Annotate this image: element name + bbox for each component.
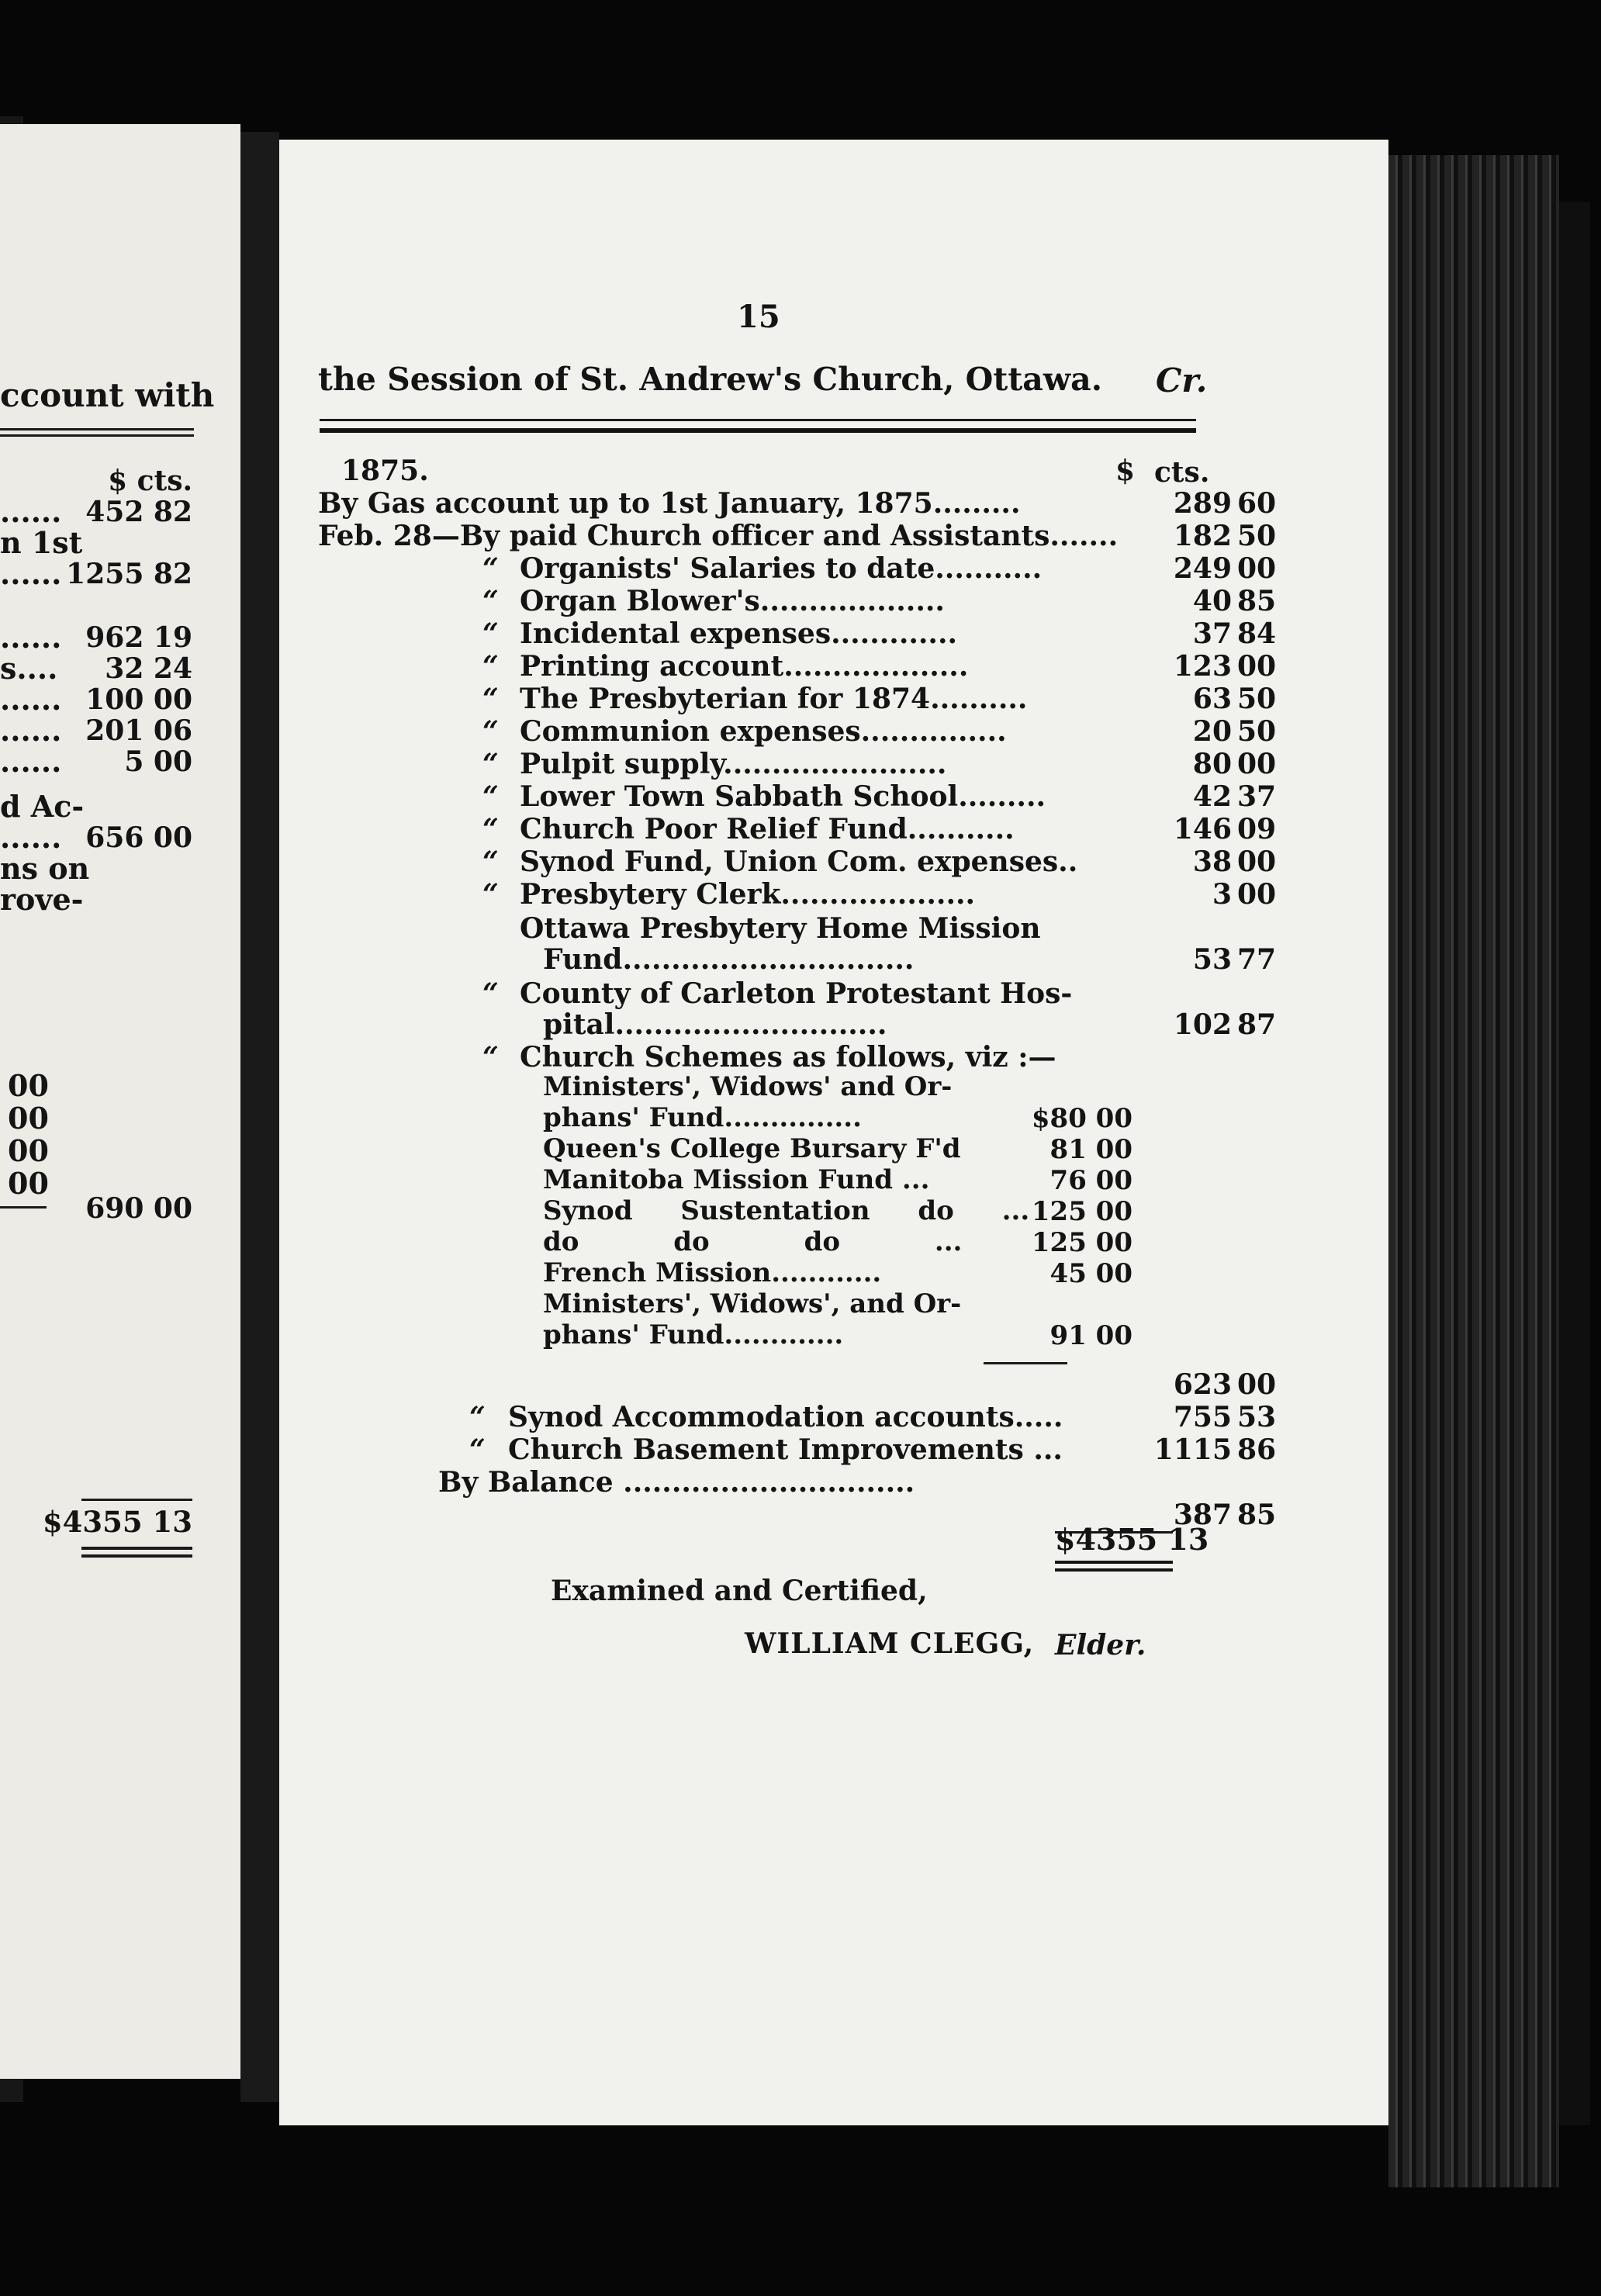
ledger-row: [279, 912, 1388, 943]
ditto-mark: “: [482, 617, 499, 650]
entry-dollars: 182: [1173, 520, 1232, 552]
left-line-amount: 656 00: [85, 821, 192, 854]
ditto-mark: “: [482, 780, 499, 813]
entry-dollars: 40: [1192, 585, 1232, 617]
schemes-subtotal-rule: [984, 1362, 1067, 1364]
entry-dollars: 289: [1173, 487, 1232, 520]
entry-description: Church Basement Improvements ...: [508, 1433, 1063, 1466]
credit-label: Cr.: [1156, 361, 1208, 399]
left-line-text: ......: [0, 556, 62, 591]
entry-description: County of Carleton Protestant Hos-: [520, 977, 1073, 1010]
ledger-row: [279, 715, 1388, 746]
left-page-rule: [0, 434, 194, 437]
left-line-amount: 1255 82: [66, 558, 192, 590]
entry-description: By Gas account up to 1st January, 1875.........: [318, 487, 1021, 520]
entry-cents: 00: [1237, 552, 1277, 585]
scheme-amount: 45 00: [1049, 1258, 1132, 1289]
left-total-double-rule: [81, 1554, 192, 1558]
entry-cents: 50: [1237, 715, 1277, 748]
scheme-item: Queen's College Bursary F'd: [543, 1133, 961, 1164]
entry-cents: 86: [1237, 1433, 1277, 1466]
ledger-row: [279, 683, 1388, 714]
entry-description: Printing account...................: [520, 650, 969, 683]
entry-cents: 77: [1237, 943, 1277, 976]
scheme-amount: 125 00: [1031, 1227, 1132, 1258]
book-gutter: [240, 132, 279, 2102]
entry-cents: 84: [1237, 617, 1277, 650]
ditto-mark: “: [482, 878, 499, 911]
ditto-mark: “: [482, 813, 499, 845]
examined-certified-note: Examined and Certified,: [551, 1575, 928, 1607]
ditto-mark: “: [482, 1041, 499, 1074]
entry-description: pital............................: [543, 1008, 887, 1041]
grand-total-double-rule: [1055, 1568, 1173, 1572]
scheme-item: Synod Sustentation do ...: [543, 1195, 1030, 1226]
entry-dollars: 623: [1173, 1368, 1232, 1401]
entry-dollars: 1115: [1153, 1433, 1232, 1466]
entry-description: Church Schemes as follows, viz :—: [520, 1041, 1056, 1074]
entry-description: Organists' Salaries to date...........: [520, 552, 1043, 585]
left-page-heading: ccount with: [0, 376, 215, 414]
left-total: $4355 13: [42, 1505, 192, 1539]
left-line-amount: 5 00: [124, 745, 192, 778]
ditto-mark: “: [469, 1401, 486, 1433]
signer-name: WILLIAM CLEGG,: [745, 1627, 1035, 1660]
scheme-item: Ministers', Widows' and Or-: [543, 1071, 953, 1102]
entry-description: Incidental expenses.............: [520, 617, 958, 650]
ledger-row: [279, 780, 1388, 811]
left-line-text: ......: [0, 620, 62, 655]
ledger-row: [279, 617, 1388, 648]
entry-dollars: 20: [1192, 715, 1232, 748]
left-line-text: ......: [0, 744, 62, 779]
running-head: the Session of St. Andrew's Church, Ottawa.: [318, 361, 1102, 398]
ledger-row: [279, 977, 1388, 1008]
ledger-row: [279, 1401, 1388, 1432]
entry-dollars: 123: [1173, 650, 1232, 683]
scheme-amount: 76 00: [1049, 1165, 1132, 1196]
entry-description: Presbytery Clerk....................: [520, 878, 976, 911]
left-page: [0, 124, 240, 2079]
left-subtotal-rule: [0, 1206, 47, 1209]
header-rule-thick: [320, 428, 1196, 433]
entry-dollars: 63: [1192, 683, 1232, 715]
ledger-row: [279, 520, 1388, 551]
left-line-text: ......: [0, 682, 62, 717]
ledger-row: [279, 748, 1388, 779]
entry-cents: 50: [1237, 520, 1277, 552]
dollar-column-header: $: [1115, 455, 1136, 487]
entry-description: Ottawa Presbytery Home Mission: [520, 912, 1041, 945]
left-line-text: s....: [0, 651, 58, 686]
book-page-edges: [1388, 155, 1559, 2187]
entry-description: By Balance ..............................: [438, 1466, 915, 1499]
page-number: 15: [737, 299, 780, 335]
left-line-text: ......: [0, 820, 62, 855]
entry-description: Pulpit supply.......................: [520, 748, 947, 780]
left-line-amount: 452 82: [85, 496, 192, 528]
ledger-row: [279, 1466, 1388, 1497]
right-page: [279, 140, 1388, 2125]
scheme-amount: 81 00: [1049, 1134, 1132, 1165]
left-line-text: 00: [8, 1068, 49, 1103]
ledger-row: [279, 813, 1388, 844]
entry-description: Lower Town Sabbath School.........: [520, 780, 1046, 813]
scheme-item: phans' Fund...............: [543, 1102, 862, 1133]
ditto-mark: “: [482, 552, 499, 585]
entry-description: Synod Accommodation accounts.....: [508, 1401, 1063, 1433]
entry-cents: 00: [1237, 1368, 1277, 1401]
entry-dollars: 755: [1173, 1401, 1232, 1433]
ledger-row: [279, 650, 1388, 681]
left-line-amount: 32 24: [105, 652, 192, 685]
left-line-text: 00: [8, 1166, 49, 1201]
left-total-rule: [81, 1499, 192, 1501]
scheme-amount: 91 00: [1049, 1320, 1132, 1351]
left-column-header: $ cts.: [108, 465, 192, 497]
scheme-item: Ministers', Widows', and Or-: [543, 1288, 962, 1319]
entry-dollars: 53: [1192, 943, 1232, 976]
grand-total: $4355 13: [1055, 1522, 1209, 1557]
ditto-mark: “: [482, 748, 499, 780]
scheme-item: Manitoba Mission Fund ...: [543, 1164, 930, 1195]
entry-dollars: 37: [1192, 617, 1232, 650]
entry-cents: 85: [1237, 585, 1277, 617]
left-line-text: d Ac-: [0, 789, 85, 824]
book-cover-shadow: [1559, 202, 1590, 2125]
ledger-row: [279, 943, 1388, 974]
entry-dollars: 102: [1173, 1008, 1232, 1041]
left-line-text: ......: [0, 494, 62, 529]
ditto-mark: “: [482, 585, 499, 617]
entry-cents: 00: [1237, 878, 1277, 911]
ledger-row: [279, 878, 1388, 909]
grand-total-double-rule: [1055, 1561, 1173, 1564]
left-line-amount: 201 06: [85, 714, 192, 747]
left-line-text: ns on: [0, 851, 90, 886]
left-line-text: ......: [0, 713, 62, 748]
ditto-mark: “: [482, 683, 499, 715]
entry-dollars: 146: [1173, 813, 1232, 845]
entry-description: Organ Blower's...................: [520, 585, 945, 617]
entry-description: The Presbyterian for 1874..........: [520, 683, 1028, 715]
ledger-row: [279, 1433, 1388, 1464]
left-line-text: 00: [8, 1133, 49, 1168]
entry-dollars: 3: [1212, 878, 1232, 911]
left-line-amount: 100 00: [85, 683, 192, 716]
entry-cents: 09: [1237, 813, 1277, 845]
left-line-text: 00: [8, 1101, 49, 1136]
entry-description: Communion expenses...............: [520, 715, 1007, 748]
scheme-amount: 125 00: [1031, 1196, 1132, 1227]
entry-description: Church Poor Relief Fund...........: [520, 813, 1015, 845]
ledger-row: [279, 585, 1388, 616]
entry-description: Feb. 28—By paid Church officer and Assistants.......: [318, 520, 1119, 552]
ledger-row: [279, 1008, 1388, 1039]
ditto-mark: “: [482, 845, 499, 878]
header-rule-thin: [320, 419, 1196, 421]
entry-cents: 85: [1237, 1499, 1277, 1531]
left-page-rule: [0, 428, 194, 430]
ditto-mark: “: [482, 715, 499, 748]
entry-cents: 00: [1237, 748, 1277, 780]
left-line-amount: 962 19: [85, 621, 192, 654]
entry-cents: 53: [1237, 1401, 1277, 1433]
scheme-item: French Mission............: [543, 1257, 882, 1288]
entry-cents: 60: [1237, 487, 1277, 520]
entry-dollars: 249: [1173, 552, 1232, 585]
ledger-row: [279, 845, 1388, 877]
entry-cents: 50: [1237, 683, 1277, 715]
entry-dollars: 80: [1192, 748, 1232, 780]
schemes-total-row: [279, 1368, 1388, 1399]
left-line-text: rove-: [0, 882, 84, 917]
entry-cents: 37: [1237, 780, 1277, 813]
entry-description: Fund..............................: [543, 943, 915, 976]
ledger-row: [279, 1499, 1388, 1530]
entry-cents: 00: [1237, 650, 1277, 683]
left-line-text: n 1st: [0, 525, 83, 560]
ledger-row: [279, 487, 1388, 518]
ditto-mark: “: [482, 650, 499, 683]
entry-dollars: 42: [1192, 780, 1232, 813]
signer-role: Elder.: [1055, 1629, 1146, 1661]
ditto-mark: “: [482, 977, 499, 1010]
ledger-row: [279, 1041, 1388, 1072]
left-line-amount: 690 00: [85, 1192, 192, 1225]
entry-cents: 87: [1237, 1008, 1277, 1041]
scheme-item: phans' Fund.............: [543, 1319, 844, 1350]
entry-dollars: 387: [1173, 1499, 1232, 1531]
entry-dollars: 38: [1192, 845, 1232, 878]
year-label: 1875.: [341, 455, 429, 487]
ditto-mark: “: [469, 1433, 486, 1466]
scheme-item: do do do ...: [543, 1226, 963, 1257]
cents-column-header: cts.: [1154, 456, 1210, 489]
ledger-row: [279, 552, 1388, 583]
scheme-amount: $80 00: [1031, 1103, 1132, 1134]
left-total-double-rule: [81, 1547, 192, 1550]
entry-description: Synod Fund, Union Com. expenses..: [520, 845, 1078, 878]
entry-cents: 00: [1237, 845, 1277, 878]
